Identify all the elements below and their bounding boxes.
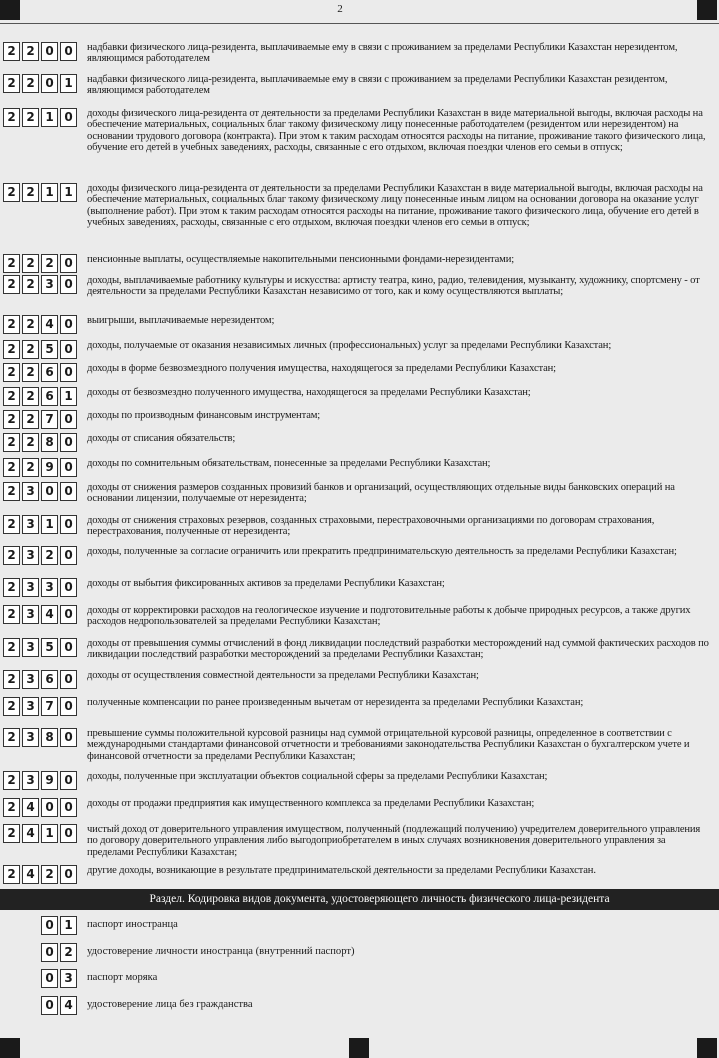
- code-digit-cell: 0: [60, 798, 77, 817]
- code-digit-cell: 4: [60, 996, 77, 1015]
- code-digit-cell: 2: [3, 515, 20, 534]
- code-digit-cell: 2: [22, 387, 39, 406]
- code-digit-cell: 2: [22, 275, 39, 294]
- income-code-description: превышение суммы положительной курсовой разницы над суммой отрицательной курсовой разницы, определенное в соответствии с международными стандартами финансовой отчетности и требованиями законодательства Республики Казахстан о бухгалтерском учете и финансовой отчетности за пределами Республики Казахстан;: [87, 728, 690, 762]
- code-digit-cell: 2: [3, 638, 20, 657]
- code-digit-cell: 2: [3, 482, 20, 501]
- income-code-boxes: [3, 824, 77, 843]
- code-digit-cell: 3: [41, 275, 58, 294]
- income-code-boxes: [3, 363, 77, 382]
- code-digit-cell: 2: [41, 546, 58, 565]
- income-code-description: доходы от корректировки расходов на геологическое изучение и подготовительные работы к добыче природных ресурсов, а также других расходов недропользователей за пределами Республики Казахстан;: [87, 605, 691, 628]
- code-digit-cell: 8: [41, 433, 58, 452]
- code-digit-cell: 2: [3, 728, 20, 747]
- code-digit-cell: 0: [60, 697, 77, 716]
- code-digit-cell: 4: [41, 605, 58, 624]
- code-digit-cell: 2: [3, 458, 20, 477]
- code-digit-cell: 2: [60, 943, 77, 962]
- income-code-description: доходы от выбытия фиксированных активов за пределами Республики Казахстан;: [87, 578, 445, 589]
- income-code-boxes: [3, 482, 77, 501]
- code-digit-cell: 0: [60, 728, 77, 747]
- registration-marker-bottom-center: [349, 1038, 369, 1058]
- code-digit-cell: 0: [60, 42, 77, 61]
- document-code-description: удостоверение лица без гражданства: [87, 999, 253, 1010]
- income-code-boxes: [3, 670, 77, 689]
- income-code-boxes: [3, 458, 77, 477]
- income-code-boxes: [3, 697, 77, 716]
- code-digit-cell: 2: [22, 183, 39, 202]
- code-digit-cell: 2: [3, 74, 20, 93]
- document-code-description: паспорт моряка: [87, 972, 158, 983]
- code-digit-cell: 2: [22, 254, 39, 273]
- income-code-description: надбавки физического лица-резидента, выплачиваемые ему в связи с проживанием за пределами Республики Казахстан резидентом, являющимся работодателем: [87, 74, 668, 97]
- income-code-boxes: [3, 275, 77, 294]
- code-digit-cell: 2: [3, 697, 20, 716]
- code-digit-cell: 4: [22, 824, 39, 843]
- income-code-boxes: [3, 771, 77, 790]
- code-digit-cell: 2: [3, 275, 20, 294]
- income-code-description: доходы от продажи предприятия как имущественного комплекса за пределами Республики Казахстан;: [87, 798, 535, 809]
- income-code-boxes: [3, 728, 77, 747]
- income-code-boxes: [3, 638, 77, 657]
- code-digit-cell: 0: [60, 771, 77, 790]
- code-digit-cell: 2: [22, 363, 39, 382]
- income-code-description: полученные компенсации по ранее произведенным вычетам от нерезидента за пределами Республики Казахстан;: [87, 697, 584, 708]
- income-code-description: доходы по сомнительным обязательствам, понесенные за пределами Республики Казахстан;: [87, 458, 491, 469]
- code-digit-cell: 0: [60, 458, 77, 477]
- code-digit-cell: 0: [60, 433, 77, 452]
- code-digit-cell: 7: [41, 697, 58, 716]
- income-code-boxes: [3, 605, 77, 624]
- code-digit-cell: 0: [41, 996, 58, 1015]
- income-code-description: доходы, выплачиваемые работнику культуры и искусства: артисту театра, кино, радио, телевидения, музыканту, художнику, спортсмену - от деятельности за пределами Республики Казахстан независимо от того, как и кому осуществляются выплаты;: [87, 275, 700, 298]
- code-digit-cell: 0: [41, 943, 58, 962]
- code-digit-cell: 1: [60, 74, 77, 93]
- income-code-boxes: [3, 515, 77, 534]
- code-digit-cell: 3: [22, 638, 39, 657]
- document-code-boxes: [41, 943, 77, 962]
- code-digit-cell: 1: [41, 515, 58, 534]
- code-digit-cell: 2: [3, 387, 20, 406]
- code-digit-cell: 0: [41, 42, 58, 61]
- code-digit-cell: 0: [41, 969, 58, 988]
- code-digit-cell: 2: [3, 433, 20, 452]
- code-digit-cell: 0: [41, 482, 58, 501]
- code-digit-cell: 2: [3, 578, 20, 597]
- income-code-description: другие доходы, возникающие в результате предпринимательской деятельности за пределами Республики Казахстан.: [87, 865, 596, 876]
- code-digit-cell: 2: [3, 605, 20, 624]
- page-number: 2: [337, 3, 343, 15]
- code-digit-cell: 3: [22, 546, 39, 565]
- document-code-boxes: [41, 996, 77, 1015]
- code-digit-cell: 2: [3, 340, 20, 359]
- income-code-description: доходы от безвозмездно полученного имущества, находящегося за пределами Республики Казахстан;: [87, 387, 531, 398]
- income-code-description: чистый доход от доверительного управления имуществом, полученный (подлежащий получению) учредителем доверительного управления по договору доверительного управления либо выгодоприобретателем в иных случаях возникновения доверительного управления за пределами Республики Казахстан;: [87, 824, 701, 858]
- income-code-boxes: [3, 74, 77, 93]
- income-code-description: доходы физического лица-резидента от деятельности за пределами Республики Казахстан в виде материальной выгоды, включая расходы на обеспечение материальных, социальных благ такому физическому лицу понесенные работодателем (резидентом или нерезидентом) на основании трудового договора (контракта). При этом к таким расходам относятся расходы на питание, проживание такого физического лица, обучение его детей в учебных заведениях, расходы, связанные с его отдыхом, включая поездки членов его семьи в отпуск;: [87, 108, 706, 154]
- code-digit-cell: 3: [41, 578, 58, 597]
- income-code-description: доходы по производным финансовым инструментам;: [87, 410, 321, 421]
- document-code-boxes: [41, 916, 77, 935]
- income-code-boxes: [3, 315, 77, 334]
- code-digit-cell: 3: [22, 697, 39, 716]
- code-digit-cell: 0: [60, 254, 77, 273]
- code-digit-cell: 0: [60, 410, 77, 429]
- code-digit-cell: 2: [3, 670, 20, 689]
- code-digit-cell: 6: [41, 363, 58, 382]
- code-digit-cell: 3: [60, 969, 77, 988]
- income-code-description: доходы, получаемые от оказания независимых личных (профессиональных) услуг за пределами Республики Казахстан;: [87, 340, 612, 351]
- code-digit-cell: 0: [41, 916, 58, 935]
- code-digit-cell: 2: [22, 315, 39, 334]
- income-code-boxes: [3, 798, 77, 817]
- income-code-description: доходы от снижения размеров созданных провизий банков и организаций, осуществляющих отдельные виды банковских операций на основании лицензии, получаемые от нерезидента;: [87, 482, 675, 505]
- code-digit-cell: 0: [41, 74, 58, 93]
- code-digit-cell: 0: [60, 638, 77, 657]
- code-digit-cell: 1: [41, 183, 58, 202]
- document-code-boxes: [41, 969, 77, 988]
- income-code-boxes: [3, 254, 77, 273]
- code-digit-cell: 2: [3, 254, 20, 273]
- code-digit-cell: 2: [22, 410, 39, 429]
- code-digit-cell: 2: [22, 74, 39, 93]
- code-digit-cell: 1: [60, 916, 77, 935]
- code-digit-cell: 2: [22, 458, 39, 477]
- code-digit-cell: 2: [22, 42, 39, 61]
- code-digit-cell: 5: [41, 638, 58, 657]
- code-digit-cell: 4: [22, 865, 39, 884]
- code-digit-cell: 2: [3, 183, 20, 202]
- income-code-description: доходы в форме безвозмездного получения имущества, находящегося за пределами Республики Казахстан;: [87, 363, 556, 374]
- income-code-boxes: [3, 183, 77, 202]
- code-digit-cell: 0: [60, 670, 77, 689]
- code-digit-cell: 9: [41, 458, 58, 477]
- code-digit-cell: 3: [22, 578, 39, 597]
- section-title: Раздел. Кодировка видов документа, удостоверяющего личность физического лица-резидента: [0, 889, 719, 910]
- code-digit-cell: 2: [3, 363, 20, 382]
- registration-marker-bottom-right: [697, 1038, 717, 1058]
- income-code-description: доходы, полученные за согласие ограничить или прекратить предпринимательскую деятельность за пределами Республики Казахстан;: [87, 546, 677, 557]
- income-code-description: выигрыши, выплачиваемые нерезидентом;: [87, 315, 275, 326]
- code-digit-cell: 2: [3, 315, 20, 334]
- code-digit-cell: 6: [41, 670, 58, 689]
- income-code-boxes: [3, 108, 77, 127]
- code-digit-cell: 0: [41, 798, 58, 817]
- code-digit-cell: 2: [41, 254, 58, 273]
- code-digit-cell: 0: [60, 578, 77, 597]
- code-digit-cell: 2: [41, 865, 58, 884]
- income-code-boxes: [3, 433, 77, 452]
- code-digit-cell: 6: [41, 387, 58, 406]
- income-code-description: пенсионные выплаты, осуществляемые накопительными пенсионными фондами-нерезидентами;: [87, 254, 515, 265]
- code-digit-cell: 2: [3, 410, 20, 429]
- code-digit-cell: 3: [22, 771, 39, 790]
- code-digit-cell: 5: [41, 340, 58, 359]
- code-digit-cell: 0: [60, 363, 77, 382]
- registration-marker-top-right: [697, 0, 717, 20]
- income-code-description: доходы от снижения страховых резервов, созданных страховыми, перестраховочными организациями по договорам страхования, перестрахования, полученные от нерезидента;: [87, 515, 655, 538]
- code-digit-cell: 3: [22, 515, 39, 534]
- code-digit-cell: 2: [3, 42, 20, 61]
- code-digit-cell: 0: [60, 340, 77, 359]
- income-code-boxes: [3, 410, 77, 429]
- code-digit-cell: 2: [3, 546, 20, 565]
- code-digit-cell: 4: [22, 798, 39, 817]
- code-digit-cell: 1: [41, 108, 58, 127]
- code-digit-cell: 4: [41, 315, 58, 334]
- code-digit-cell: 0: [60, 824, 77, 843]
- code-digit-cell: 0: [60, 108, 77, 127]
- code-digit-cell: 2: [3, 824, 20, 843]
- income-code-boxes: [3, 546, 77, 565]
- code-digit-cell: 2: [3, 798, 20, 817]
- income-code-boxes: [3, 387, 77, 406]
- code-digit-cell: 0: [60, 605, 77, 624]
- code-digit-cell: 2: [3, 108, 20, 127]
- income-code-description: надбавки физического лица-резидента, выплачиваемые ему в связи с проживанием за пределами Республики Казахстан нерезидентом, являющимся работодателем: [87, 42, 678, 65]
- code-digit-cell: 1: [41, 824, 58, 843]
- income-code-description: доходы от списания обязательств;: [87, 433, 236, 444]
- code-digit-cell: 3: [22, 670, 39, 689]
- code-digit-cell: 2: [3, 771, 20, 790]
- income-code-description: доходы, полученные при эксплуатации объектов социальной сферы за пределами Республики Казахстан;: [87, 771, 548, 782]
- code-digit-cell: 0: [60, 482, 77, 501]
- code-digit-cell: 0: [60, 515, 77, 534]
- code-digit-cell: 2: [22, 433, 39, 452]
- income-code-boxes: [3, 340, 77, 359]
- code-digit-cell: 1: [60, 183, 77, 202]
- document-code-description: паспорт иностранца: [87, 919, 178, 930]
- code-digit-cell: 0: [60, 865, 77, 884]
- code-digit-cell: 3: [22, 728, 39, 747]
- code-digit-cell: 2: [3, 865, 20, 884]
- income-code-boxes: [3, 42, 77, 61]
- code-digit-cell: 2: [22, 340, 39, 359]
- income-code-boxes: [3, 865, 77, 884]
- code-digit-cell: 0: [60, 546, 77, 565]
- income-code-boxes: [3, 578, 77, 597]
- code-digit-cell: 3: [22, 605, 39, 624]
- code-digit-cell: 2: [22, 108, 39, 127]
- code-digit-cell: 0: [60, 315, 77, 334]
- registration-marker-bottom-left: [0, 1038, 20, 1058]
- income-code-description: доходы от осуществления совместной деятельности за пределами Республики Казахстан;: [87, 670, 479, 681]
- code-digit-cell: 3: [22, 482, 39, 501]
- code-digit-cell: 9: [41, 771, 58, 790]
- code-digit-cell: 7: [41, 410, 58, 429]
- income-code-description: доходы от превышения суммы отчислений в фонд ликвидации последствий разработки месторождений над суммой фактических расходов по ликвидации последствий разработки месторождений за пределами Республики Казахстан;: [87, 638, 709, 661]
- code-digit-cell: 0: [60, 275, 77, 294]
- code-digit-cell: 8: [41, 728, 58, 747]
- code-digit-cell: 1: [60, 387, 77, 406]
- top-divider: [0, 23, 719, 24]
- document-code-description: удостоверение личности иностранца (внутренний паспорт): [87, 946, 355, 957]
- income-code-description: доходы физического лица-резидента от деятельности за пределами Республики Казахстан в виде материальной выгоды, включая расходы на обеспечение материальных, социальных благ такому физическому лицу понесенные иным лицом на основании договора на оказание услуг (выполнение работ). При этом к таким расходам относятся расходы на питание, проживание такого физического лица, обучение его детей в учебных заведениях, расходы, связанные с его отдыхом, включая поездки членов его семьи в отпуск;: [87, 183, 703, 229]
